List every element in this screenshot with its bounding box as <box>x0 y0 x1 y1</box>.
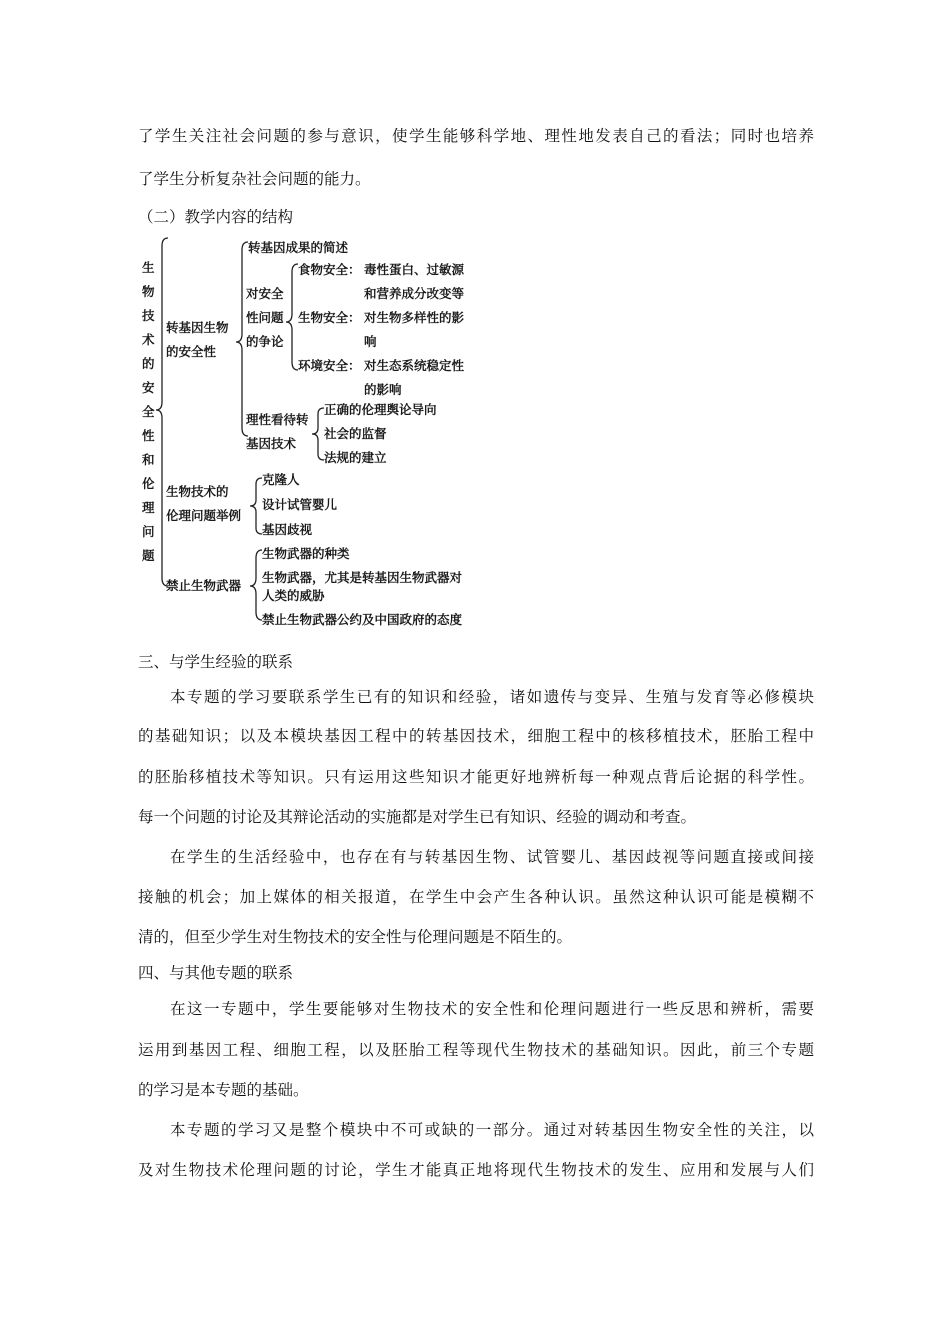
section3-p1-line4: 每一个问题的讨论及其辩论活动的实施都是对学生已有知识、经验的调动和考查。 <box>138 808 697 826</box>
rational-item-3: 法规的建立 <box>324 450 387 465</box>
env-safety-text-line2: 的影响 <box>364 382 402 397</box>
root-char: 和 <box>142 452 155 467</box>
section3-p1-line3: 的胚胎移植技术等知识。只有运用这些知识才能更好地辨析每一种观点背后论据的科学性。 <box>138 768 814 786</box>
section4-heading: 四、与其他专题的联系 <box>138 964 294 982</box>
branch1-item1: 转基因成果的简述 <box>248 240 349 255</box>
root-char: 问 <box>142 524 155 539</box>
section4-p1-line3: 的学习是本专题的基础。 <box>138 1081 309 1099</box>
branch3-item-2-line2: 人类的威胁 <box>262 588 325 603</box>
intro-line-2: 了学生分析复杂社会问题的能力。 <box>138 170 371 188</box>
root-char: 的 <box>142 356 155 371</box>
root-char: 生 <box>142 260 155 275</box>
food-safety-text-line2: 和营养成分改变等 <box>364 286 465 301</box>
structure-heading: （二）教学内容的结构 <box>138 208 294 226</box>
rational-label-line1: 理性看待转 <box>246 412 309 427</box>
root-char: 理 <box>142 500 155 515</box>
section3-p1-line1: 本专题的学习要联系学生已有的知识和经验，诸如遗传与变异、生殖与发育等必修模块 <box>170 688 814 706</box>
branch1-label-line1: 转基因生物 <box>166 320 229 335</box>
branch2-label-line2: 伦理问题举例 <box>166 508 242 523</box>
branch2-item-3: 基因歧视 <box>262 522 313 537</box>
root-char: 安 <box>142 380 155 395</box>
branch2-item-2: 设计试管婴儿 <box>262 497 338 512</box>
section3-heading: 三、与学生经验的联系 <box>138 653 294 671</box>
root-char: 技 <box>142 308 155 323</box>
branch3-item-2-line1: 生物武器，尤其是转基因生物武器对 <box>262 570 463 585</box>
bio-safety-text-line1: 对生物多样性的影 <box>364 310 465 325</box>
section4-p1-line2: 运用到基因工程、细胞工程，以及胚胎工程等现代生物技术的基础知识。因此，前三个专题 <box>138 1041 814 1059</box>
root-char: 伦 <box>142 476 155 491</box>
branch2-item-1: 克隆人 <box>262 472 300 487</box>
branch3-item-3: 禁止生物武器公约及中国政府的态度 <box>262 612 463 627</box>
root-char: 物 <box>142 284 155 299</box>
branch3-label: 禁止生物武器 <box>166 578 242 593</box>
branch2-brace <box>250 478 262 534</box>
debate-brace <box>286 264 298 370</box>
content-structure-diagram <box>138 232 498 632</box>
section4-p1-line1: 在这一专题中，学生要能够对生物技术的安全性和伦理问题进行一些反思和辨析，需要 <box>170 1000 814 1018</box>
section3-p2-line1: 在学生的生活经验中，也存在有与转基因生物、试管婴儿、基因歧视等问题直接或间接 <box>170 848 814 866</box>
section4-p2-line1: 本专题的学习又是整个模块中不可或缺的一部分。通过对转基因生物安全性的关注，以 <box>170 1121 814 1139</box>
food-safety-text-line1: 毒性蛋白、过敏源 <box>364 262 465 277</box>
section4-p2-line2: 及对生物技术伦理问题的讨论，学生才能真正地将现代生物技术的发生、应用和发展与人们 <box>138 1161 814 1179</box>
diagram-root-label <box>141 260 155 563</box>
section3-p2-line3: 清的，但至少学生对生物技术的安全性与伦理问题是不陌生的。 <box>138 928 573 946</box>
rational-label-line2: 基因技术 <box>246 436 297 451</box>
branch1-label-line2: 的安全性 <box>166 344 217 359</box>
debate-label-line2: 性问题 <box>246 310 284 325</box>
env-safety-text-line1: 对生态系统稳定性 <box>364 358 465 373</box>
root-char: 术 <box>142 332 155 347</box>
root-brace <box>156 238 168 586</box>
food-safety-label: 食物安全： <box>298 262 361 277</box>
intro-line-1: 了学生关注社会问题的参与意识，使学生能够科学地、理性地发表自己的看法；同时也培养 <box>138 127 814 145</box>
branch3-item-1: 生物武器的种类 <box>262 546 350 561</box>
rational-item-2: 社会的监督 <box>324 426 387 441</box>
debate-label-line1: 对安全 <box>246 286 284 301</box>
env-safety-label: 环境安全： <box>298 358 361 373</box>
debate-label-line3: 的争论 <box>246 334 284 349</box>
root-char: 全 <box>142 404 155 419</box>
branch2-label-line1: 生物技术的 <box>166 484 229 499</box>
rational-item-1: 正确的伦理舆论导向 <box>324 402 437 417</box>
bio-safety-label: 生物安全： <box>298 310 361 325</box>
section3-p1-line2: 的基础知识；以及本模块基因工程中的转基因技术，细胞工程中的核移植技术，胚胎工程中 <box>138 727 814 745</box>
rational-brace <box>312 408 324 460</box>
root-char: 题 <box>142 548 155 563</box>
bio-safety-text-line2: 响 <box>364 334 377 349</box>
root-char: 性 <box>142 428 155 443</box>
section3-p2-line2: 接触的机会；加上媒体的相关报道，在学生中会产生各种认识。虽然这种认识可能是模糊不 <box>138 888 814 906</box>
branch3-brace <box>250 550 262 620</box>
